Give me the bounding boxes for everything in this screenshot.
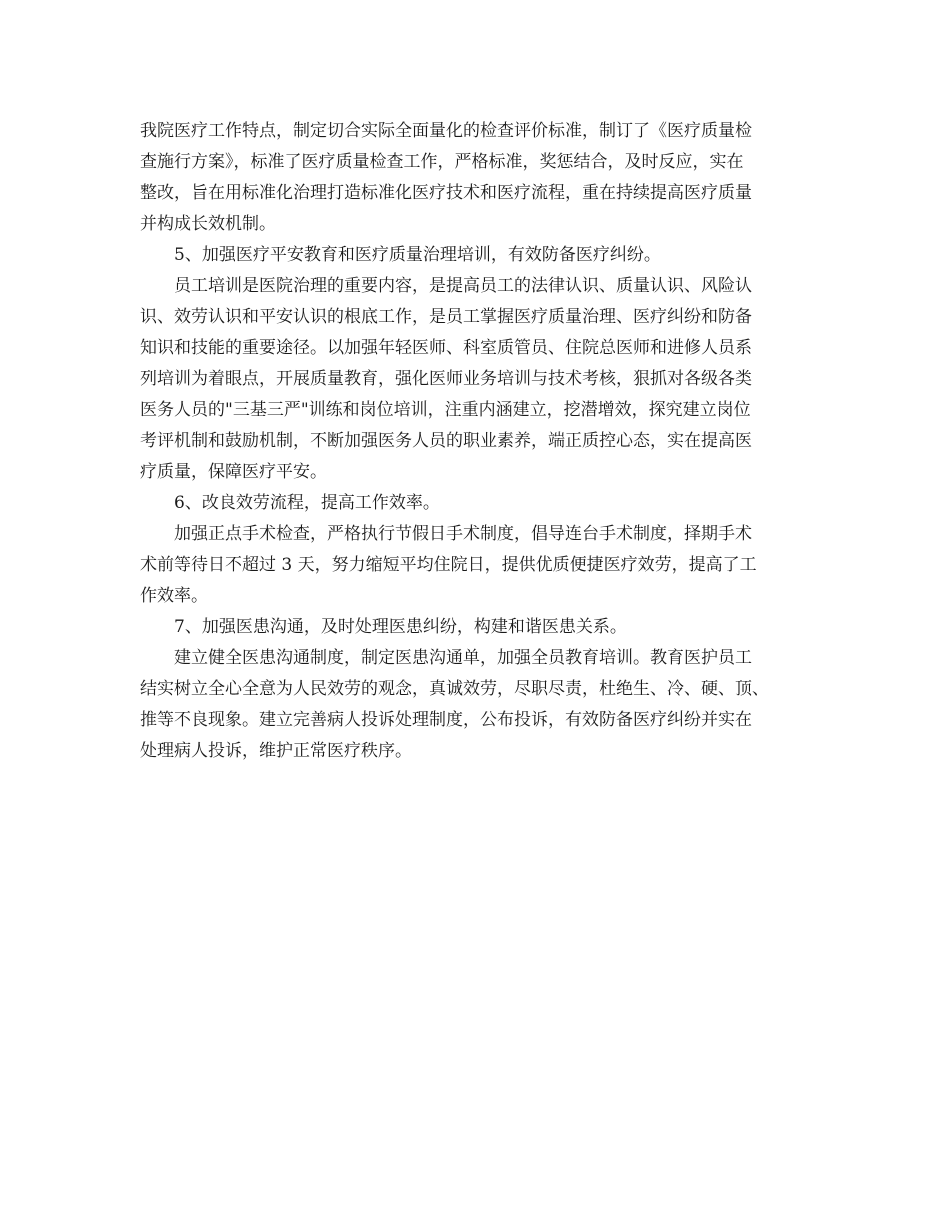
section-heading: 5、加强医疗平安教育和医疗质量治理培训，有效防备医疗纠纷。 <box>174 245 661 265</box>
text-line: 结实树立全心全意为人民效劳的观念，真诚效劳，尽职尽责，杜绝生、冷、硬、顶、 <box>140 679 769 699</box>
text-line: 术前等待日不超过 3 天，努力缩短平均住院日，提供优质便捷医疗效劳，提高了工 <box>140 555 757 575</box>
text-line: 我院医疗工作特点，制定切合实际全面量化的检查评价标准，制订了《医疗质量检 <box>140 121 752 141</box>
text-line: 作效率。 <box>140 586 208 606</box>
text-line: 识、效劳认识和平安认识的根底工作，是员工掌握医疗质量治理、医疗纠纷和防备 <box>140 307 752 327</box>
section-heading: 7、加强医患沟通，及时处理医患纠纷，构建和谐医患关系。 <box>174 617 627 637</box>
text-line: 医务人员的"三基三严"训练和岗位培训，注重内涵建立，挖潜增效，探究建立岗位 <box>140 400 751 420</box>
text-line: 考评机制和鼓励机制，不断加强医务人员的职业素养，端正质控心态，实在提高医 <box>140 431 752 451</box>
text-line: 员工培训是医院治理的重要内容，是提高员工的法律认识、质量认识、风险认 <box>174 276 752 296</box>
text-line: 推等不良现象。建立完善病人投诉处理制度，公布投诉，有效防备医疗纠纷并实在 <box>140 710 752 730</box>
text-line: 并构成长效机制。 <box>140 214 276 234</box>
text-line: 处理病人投诉，维护正常医疗秩序。 <box>140 741 412 761</box>
text-line: 知识和技能的重要途径。以加强年轻医师、科室质管员、住院总医师和进修人员系 <box>140 338 752 358</box>
section-heading: 6、改良效劳流程，提高工作效率。 <box>174 493 440 513</box>
document-body <box>140 116 820 767</box>
text-line: 建立健全医患沟通制度，制定医患沟通单，加强全员教育培训。教育医护员工 <box>174 648 752 668</box>
text-line: 疗质量，保障医疗平安。 <box>140 462 327 482</box>
text-line: 加强正点手术检查，严格执行节假日手术制度，倡导连台手术制度，择期手术 <box>174 524 752 544</box>
text-line: 列培训为着眼点，开展质量教育，强化医师业务培训与技术考核，狠抓对各级各类 <box>140 369 752 389</box>
text-line: 整改，旨在用标准化治理打造标准化医疗技术和医疗流程，重在持续提高医疗质量 <box>140 183 752 203</box>
text-line: 查施行方案》，标准了医疗质量检查工作，严格标准，奖惩结合，及时反应，实在 <box>140 152 744 172</box>
